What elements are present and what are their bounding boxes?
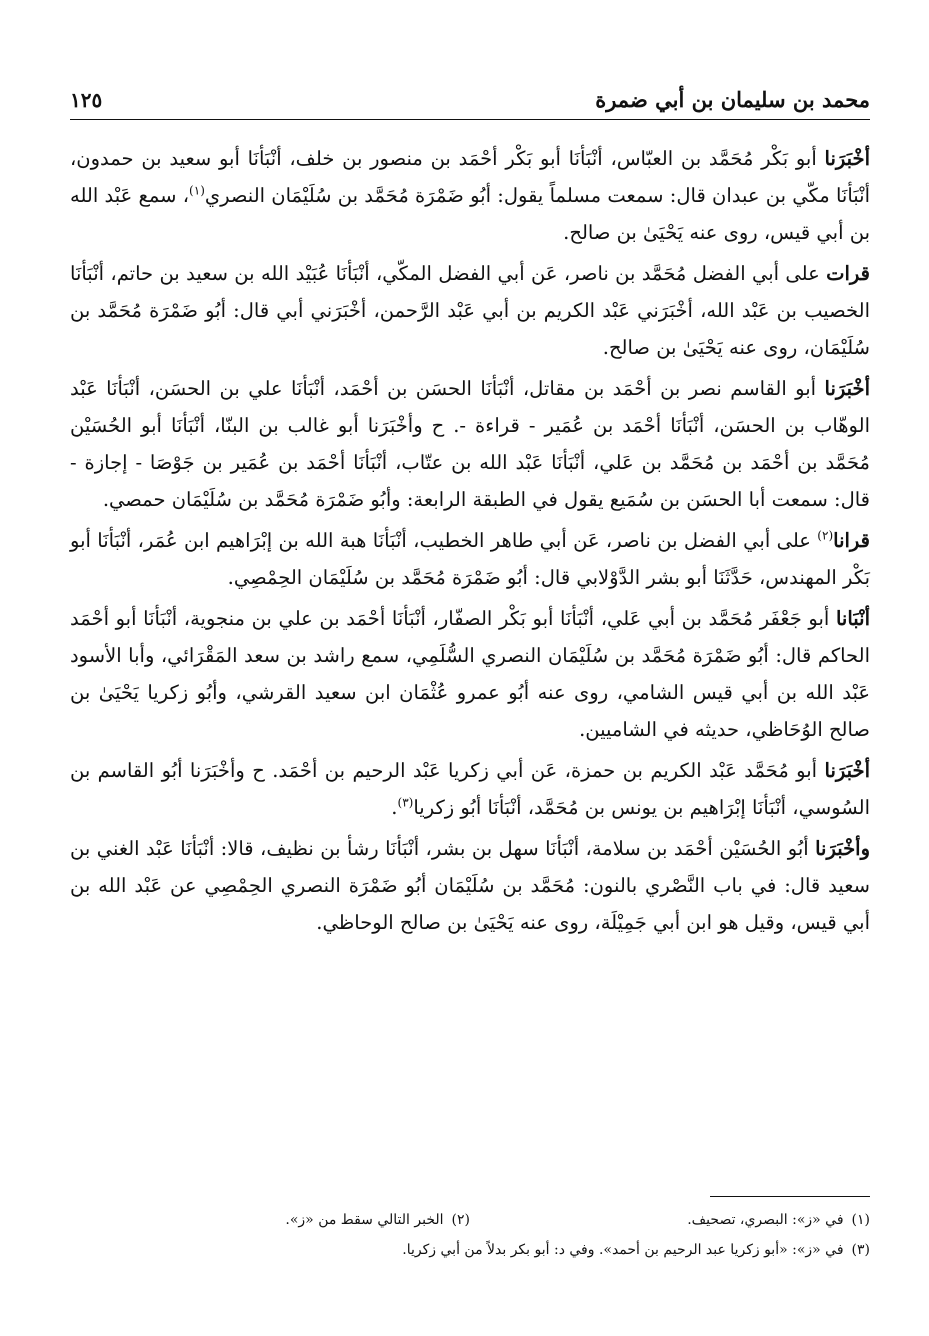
paragraph-lead: وأخْبَرَنا	[815, 837, 870, 860]
footnote-number: (٣)	[851, 1242, 870, 1258]
paragraph-lead: قرات	[826, 262, 870, 285]
running-title: محمد بن سليمان بن أبي ضمرة	[595, 87, 870, 112]
paragraph-text: أبو بَكْر مُحَمَّد بن العبّاس، أنْبَأنَا أبو بَكْر أحْمَد بن منصور بن خلف، أنْبَأنَا أبو سعيد بن حمدون، أنْبَأنَا مكّي بن عبدان قال: سمعت مسلماً يقول: أبُو ضَمْرَة مُحَمَّد بن سُلَيْمَان النصري	[70, 147, 871, 207]
paragraph	[70, 370, 870, 518]
paragraph-tail: ، سمع عَبْد الله بن أبي قيس، روى عنه يَحْيَىٰ بن صالح.	[70, 184, 870, 244]
footnote-divider	[710, 1196, 870, 1197]
paragraph	[70, 140, 870, 251]
footnotes	[70, 1205, 870, 1265]
page-number: ١٢٥	[70, 88, 103, 112]
footnote-marker[interactable]: (٢)	[817, 528, 834, 543]
paragraph-lead: أخْبَرَنا	[824, 147, 870, 170]
footnote-2	[70, 1205, 470, 1235]
paragraph-tail: على أبي الفضل بن ناصر، عَن أبي طاهر الخطيب، أنْبَأنَا هبة الله بن إبْرَاهيم ابن عُمَر، أنْبَأنَا أبو بَكْر المهندس، حَدَّثَنَا أبو بشر الدَّوْلابي قال: أبُو ضَمْرَة مُحَمَّد بن سُلَيْمَان الحِمْصِي.	[70, 529, 870, 589]
paragraph-text: أبُو الحُسَيْن أحْمَد بن سلامة، أنْبَأنَا سهل بن بشر، أنْبَأنَا رشأ بن نظيف، قالا: أنْبَأنَا عَبْد الغني بن سعيد قال: في باب النَّصْري بالنون: مُحَمَّد بن سُلَيْمَان أبُو ضَمْرَة النصري الحِمْصِي عن عَبْد الله بن أبي قيس، وقيل هو ابن أبي جَمِيْلَة، روى عنه يَحْيَىٰ بن صالح الوحاظي.	[70, 837, 870, 934]
book-page	[70, 0, 870, 1336]
paragraph-text: على أبي الفضل مُحَمَّد بن ناصر، عَن أبي الفضل المكّي، أنْبَأنَا عُبَيْد الله بن سعيد بن حاتم، أنْبَأنَا الخصيب بن عَبْد الله، أخْبَرَني عَبْد الكريم بن أبي عَبْد الرَّحمن، أخْبَرَني أبي قال: أبُو ضَمْرَة مُحَمَّد بن سُلَيْمَان، روى عنه يَحْيَىٰ بن صالح.	[70, 262, 870, 359]
paragraph-text: أبو مُحَمَّد عَبْد الكريم بن حمزة، عَن أبي زكريا عَبْد الرحيم بن أحْمَد. ح وأخْبَرَنا أبُو القاسم بن السُوسي، أنْبَأنَا إبْرَاهيم بن يونس بن مُحَمَّد، أنْبَأنَا أبُو زكريا	[70, 759, 870, 819]
footnote-number: (١)	[851, 1212, 870, 1228]
footnote-text: الخبر التالي سقط من «ز».	[285, 1212, 444, 1228]
paragraph-tail: .	[391, 796, 398, 819]
main-text	[70, 140, 870, 945]
paragraph	[70, 600, 870, 748]
page-header	[70, 78, 870, 112]
paragraph	[70, 522, 870, 596]
paragraph-lead: قرانا	[833, 529, 870, 552]
paragraph-text: أبو القاسم نصر بن أحْمَد بن مقاتل، أنْبَأنَا الحسَن بن أحْمَد، أنْبَأنَا علي بن الحسَن، أنْبَأنَا عَبْد الوهّاب بن الحسَن، أنْبَأنَا أحْمَد بن عُمَير - قراءة -. ح وأخْبَرَنا أبو غالب بن البنّا، أنْبَأنَا أبو الحُسَيْن مُحَمَّد بن أحْمَد بن مُحَمَّد بن عَلي، أنْبَأنَا عَبْد الله بن عتّاب، أنْبَأنَا أحْمَد بن عُمَير بن جَوْصَا - إجازة - قال: سمعت أبا الحسَن بن سُمَيع يقول في الطبقة الرابعة: وأبُو ضَمْرَة مُحَمَّد بن سُلَيْمَان حمصي.	[70, 377, 870, 511]
footnote-1	[470, 1205, 870, 1235]
footnote-marker[interactable]: (١)	[189, 183, 205, 198]
footnote-text: في «ز»: «أبو زكريا عبد الرحيم بن أحمد». وفي د: أبو بكر بدلاً من أبي زكريا.	[402, 1242, 844, 1258]
footnote-row	[70, 1205, 870, 1235]
footnote-3	[402, 1235, 870, 1265]
paragraph	[70, 752, 870, 826]
paragraph	[70, 255, 870, 366]
footnote-row	[70, 1235, 870, 1265]
footnote-number: (٢)	[451, 1212, 470, 1228]
paragraph-lead: أخْبَرَنا	[824, 377, 870, 400]
footnote-text: في «ز»: البصري، تصحيف.	[687, 1212, 844, 1228]
paragraph-lead: أنْبَانا	[835, 607, 870, 630]
paragraph-lead: أخْبَرَنا	[824, 759, 870, 782]
header-divider	[70, 119, 870, 120]
paragraph-text: أبو جَعْفَر مُحَمَّد بن أبي عَلي، أنْبَأنَا أبو بَكْر الصفّار، أنْبَأنَا أحْمَد بن علي بن منجوية، أنْبَأنَا أبو أحْمَد الحاكم قال: أبُو ضَمْرَة مُحَمَّد بن سُلَيْمَان النصري السُّلَمِي، سمع راشد بن سعد المَقْرَائي، وأبا الأسود عَبْد الله بن أبي قيس الشامي، روى عنه أبُو عمرو عُثْمَان ابن سعيد القرشي، وأبُو زكريا يَحْيَىٰ بن صالح الوُحَاظي، حديثه في الشاميين.	[70, 607, 870, 741]
footnote-marker[interactable]: (٣)	[397, 795, 414, 810]
paragraph	[70, 830, 870, 941]
